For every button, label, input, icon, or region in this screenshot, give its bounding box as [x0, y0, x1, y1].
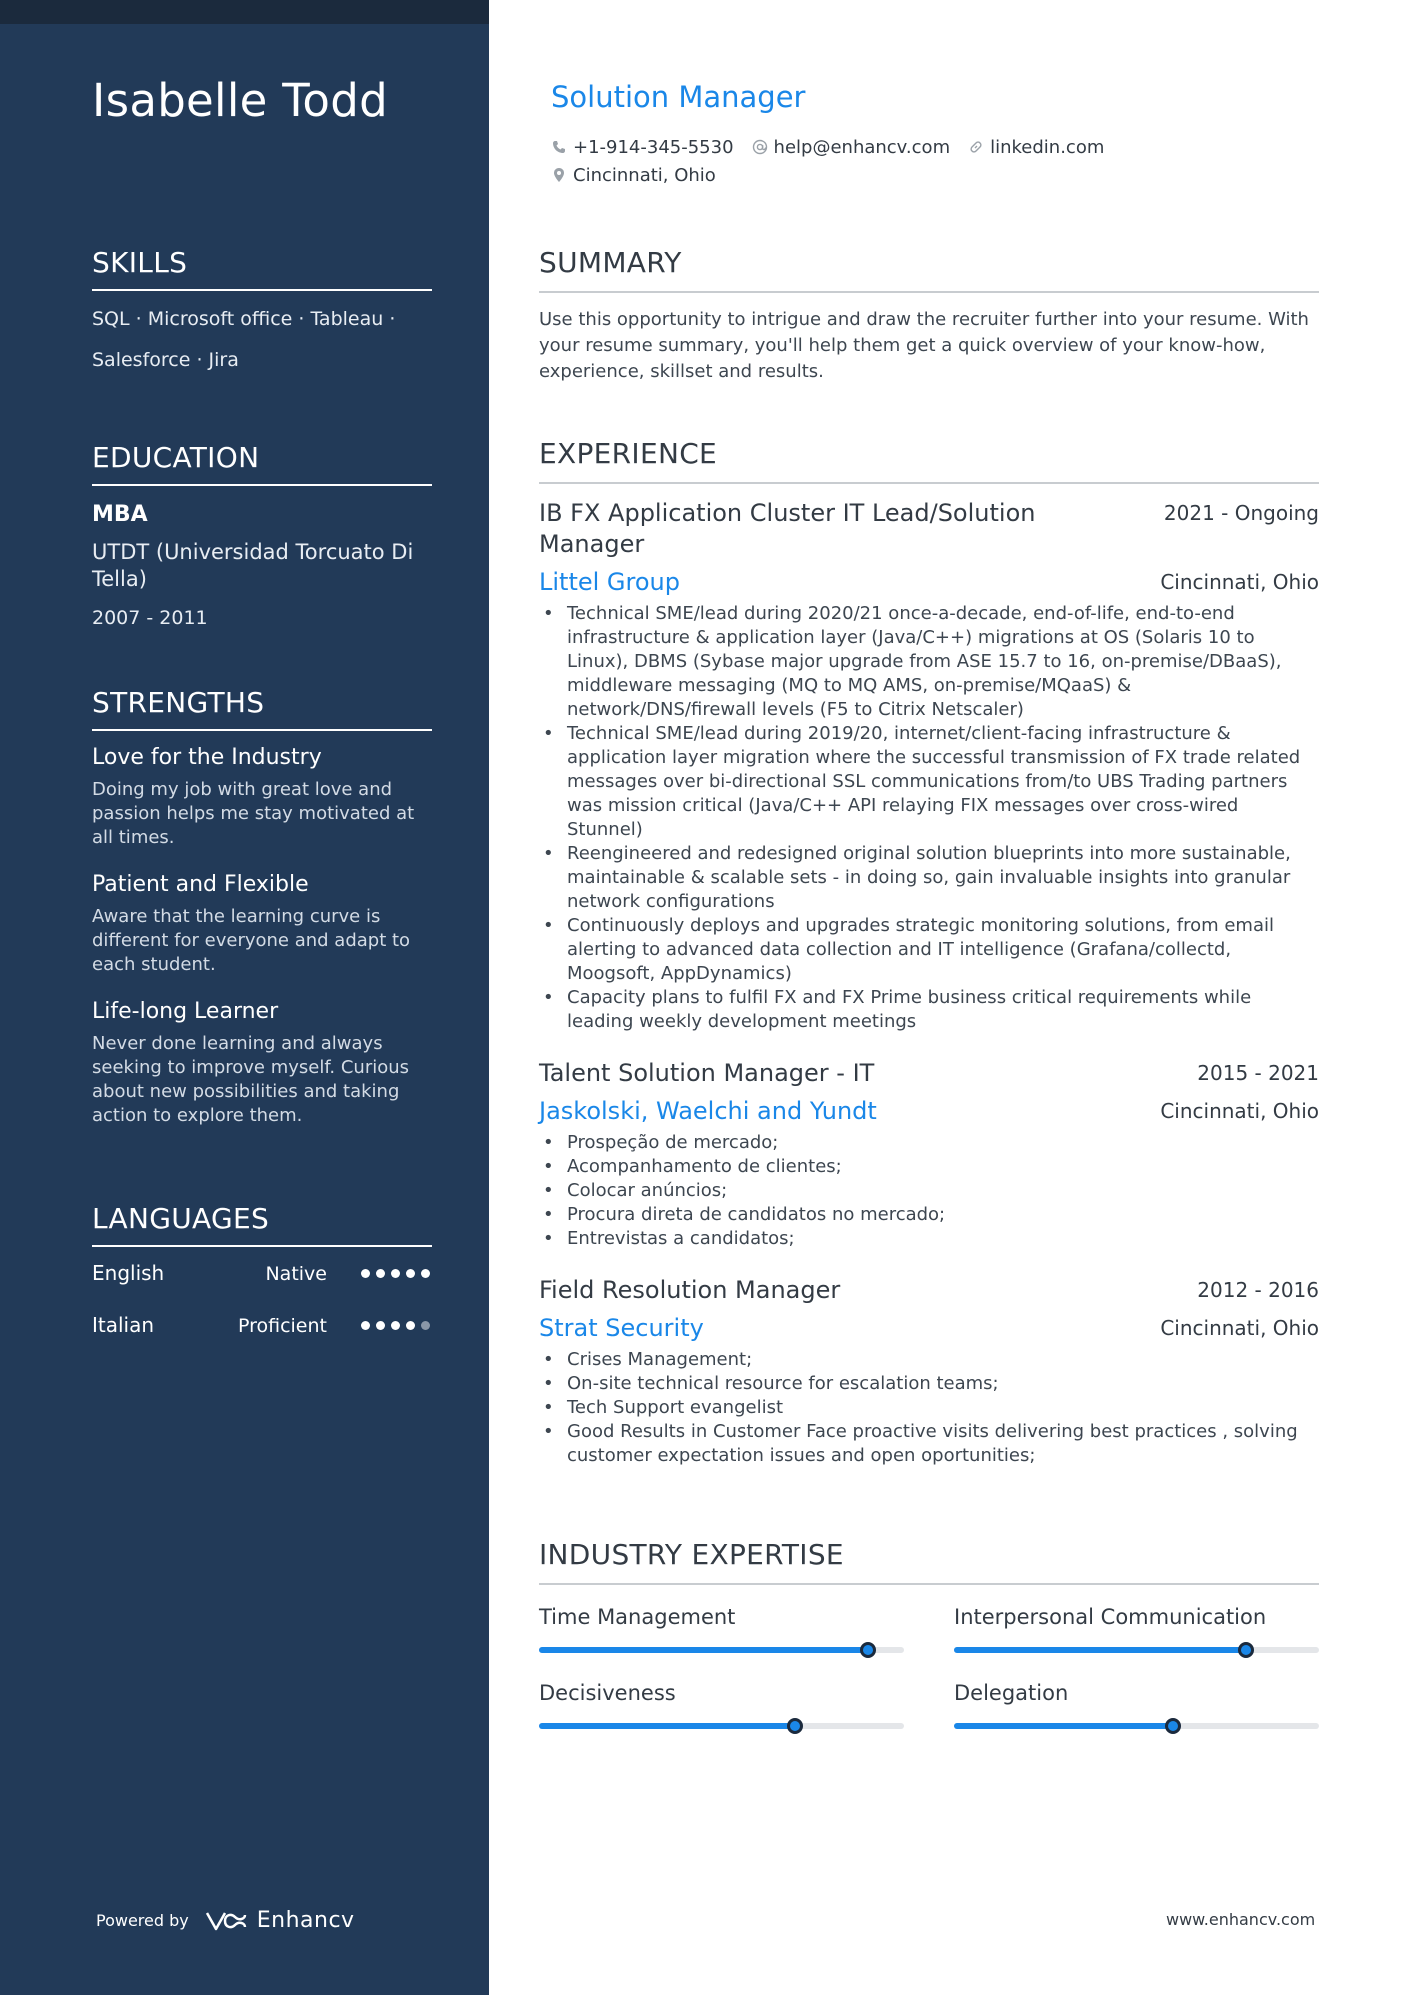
experience-entry: [539, 1275, 1319, 1468]
bullet-item: • Entrevistas a candidatos;: [539, 1227, 1319, 1251]
rating-dot-empty: [421, 1321, 430, 1330]
experience-company: Littel Group: [539, 568, 680, 596]
rating-dot-filled: [376, 1269, 385, 1278]
strength-item: [92, 745, 432, 850]
education-school: UTDT (Universidad Torcuato Di Tella): [92, 540, 414, 591]
rating-dot-filled: [421, 1269, 430, 1278]
contact-info: [551, 133, 1311, 189]
education-dates: 2007 - 2011: [92, 607, 208, 629]
expertise-bar: [954, 1647, 1319, 1653]
sidebar: [0, 0, 489, 1995]
strength-description: Doing my job with great love and passion helps me stay motivated at all times.: [92, 779, 415, 848]
rating-dot-filled: [376, 1321, 385, 1330]
experience-location: Cincinnati, Ohio: [1160, 570, 1319, 594]
expertise-bar: [539, 1647, 904, 1653]
bullet-item: • Tech Support evangelist: [539, 1396, 1319, 1420]
experience-entry: [539, 498, 1319, 1034]
expertise-bar-knob: [1165, 1718, 1181, 1734]
phone-icon: [551, 139, 567, 155]
bullet-item: • Procura direta de candidatos no mercado;: [539, 1203, 1319, 1227]
experience-bullets: [539, 1348, 1319, 1468]
strength-title: Life-long Learner: [92, 999, 279, 1024]
enhancv-logo-text: Enhancv: [256, 1908, 355, 1933]
summary-text: Use this opportunity to intrigue and draw the recruiter further into your resume. With your resume summary, you'll help them get a quick overview of your know-how, experience, skillset and results.: [539, 309, 1309, 382]
location-contact: [551, 165, 716, 186]
language-rating: [361, 1321, 430, 1330]
bullet-item: • On-site technical resource for escalation teams;: [539, 1372, 1319, 1396]
bullet-item: • Crises Management;: [539, 1348, 1319, 1372]
bullet-item: • Capacity plans to fulfil FX and FX Prime business critical requirements while leading weekly development meetings: [539, 986, 1319, 1034]
strength-item: [92, 872, 432, 977]
skills-section: [92, 246, 432, 381]
expertise-name: Time Management: [539, 1605, 736, 1629]
strength-title: Love for the Industry: [92, 745, 322, 770]
languages-heading: LANGUAGES: [92, 1202, 432, 1247]
strengths-section: [92, 686, 432, 1128]
experience-dates: 2012 - 2016: [1197, 1278, 1319, 1302]
bullet-item: • Acompanhamento de clientes;: [539, 1155, 1319, 1179]
education-degree: MBA: [92, 502, 148, 527]
language-level: Native: [265, 1263, 327, 1285]
location-pin-icon: [551, 167, 567, 183]
rating-dot-filled: [391, 1321, 400, 1330]
experience-entry: [539, 1058, 1319, 1251]
enhancv-logo-icon: [203, 1909, 249, 1933]
rating-dot-filled: [406, 1269, 415, 1278]
experience-role: IB FX Application Cluster IT Lead/Solution Manager: [539, 499, 1036, 558]
languages-section: [92, 1202, 432, 1351]
summary-section: [539, 246, 1319, 385]
experience-heading: EXPERIENCE: [539, 437, 1319, 484]
strengths-heading: STRENGTHS: [92, 686, 432, 731]
skills-line-2: Salesforce · Jira: [92, 349, 239, 371]
phone-text: +1-914-345-5530: [573, 136, 734, 158]
skills-line-1: SQL · Microsoft office · Tableau ·: [92, 308, 396, 330]
bullet-item: • Reengineered and redesigned original solution blueprints into more sustainable, maintainable & scalable sets - in doing so, gain invaluable insights into granular network configurations: [539, 842, 1319, 914]
strength-title: Patient and Flexible: [92, 872, 309, 897]
expertise-name: Interpersonal Communication: [954, 1605, 1267, 1629]
experience-company: Strat Security: [539, 1314, 704, 1342]
expertise-bar: [539, 1723, 904, 1729]
language-name: English: [92, 1261, 165, 1285]
bullet-item: • Colocar anúncios;: [539, 1179, 1319, 1203]
strength-description: Never done learning and always seeking to improve myself. Curious about new possibilities and taking action to explore them.: [92, 1033, 410, 1126]
language-rating: [361, 1269, 430, 1278]
language-row: [92, 1247, 432, 1299]
phone-contact[interactable]: [551, 137, 734, 158]
email-text: help@enhancv.com: [773, 136, 951, 158]
experience-location: Cincinnati, Ohio: [1160, 1099, 1319, 1123]
expertise-item: [539, 1605, 904, 1653]
expertise-bar-fill: [954, 1723, 1173, 1729]
expertise-bar: [954, 1723, 1319, 1729]
footer-website-link[interactable]: www.enhancv.com: [1166, 1910, 1316, 1929]
expertise-item: [954, 1681, 1319, 1729]
experience-bullets: [539, 1131, 1319, 1251]
location-text: Cincinnati, Ohio: [573, 164, 716, 186]
powered-by: [96, 1908, 355, 1933]
bullet-item: • Prospeção de mercado;: [539, 1131, 1319, 1155]
expertise-bar-fill: [954, 1647, 1246, 1653]
rating-dot-filled: [391, 1269, 400, 1278]
link-icon: [968, 139, 984, 155]
experience-section: [539, 437, 1319, 1468]
bullet-item: • Technical SME/lead during 2019/20, internet/client-facing infrastructure & application layer migration where the successful transmission of FX trade related messages over bi-directional SSL communications from/to UBS Trading partners was mission critical (Java/C++ API relaying FIX messages over cross-wired Stunnel): [539, 722, 1319, 842]
expertise-item: [539, 1681, 904, 1729]
linkedin-contact[interactable]: [968, 137, 1104, 158]
education-section: [92, 441, 432, 629]
industry-expertise-heading: INDUSTRY EXPERTISE: [539, 1538, 1319, 1585]
powered-by-label: Powered by: [96, 1911, 189, 1930]
experience-role: Talent Solution Manager - IT: [539, 1059, 875, 1087]
experience-role: Field Resolution Manager: [539, 1276, 841, 1304]
experience-location: Cincinnati, Ohio: [1160, 1316, 1319, 1340]
bullet-item: • Continuously deploys and upgrades strategic monitoring solutions, from email alerting to advanced data collection and IT intelligence (Grafana/collectd, Moogsoft, AppDynamics): [539, 914, 1319, 986]
expertise-bar-knob: [1238, 1642, 1254, 1658]
industry-expertise-section: [539, 1538, 1319, 1729]
at-icon: [752, 139, 768, 155]
bullet-item: • Technical SME/lead during 2020/21 once-a-decade, end-of-life, end-to-end infrastructure & application layer (Java/C++) migrations at OS (Solaris 10 to Linux), DBMS (Sybase major upgrade from ASE 15.7 to 16, on-premise/DBaaS), middleware messaging (MQ to MQ AMS, on-premise/MQaaS) & network/DNS/firewall levels (F5 to Citrix Netscaler): [539, 602, 1319, 722]
strength-description: Aware that the learning curve is different for everyone and adapt to each student.: [92, 906, 411, 975]
expertise-grid: [539, 1605, 1319, 1729]
rating-dot-filled: [406, 1321, 415, 1330]
experience-dates: 2015 - 2021: [1197, 1061, 1319, 1085]
language-row: [92, 1299, 432, 1351]
skills-heading: SKILLS: [92, 246, 432, 291]
expertise-name: Delegation: [954, 1681, 1069, 1705]
language-level: Proficient: [237, 1315, 327, 1337]
expertise-bar-knob: [787, 1718, 803, 1734]
job-title: Solution Manager: [551, 80, 806, 114]
linkedin-text: linkedin.com: [990, 136, 1105, 158]
summary-heading: SUMMARY: [539, 246, 1319, 293]
email-contact[interactable]: [752, 137, 951, 158]
education-heading: EDUCATION: [92, 441, 432, 486]
rating-dot-filled: [361, 1269, 370, 1278]
sidebar-top-bar: [0, 0, 489, 24]
expertise-bar-knob: [860, 1642, 876, 1658]
bullet-item: • Good Results in Customer Face proactive visits delivering best practices , solving customer expectation issues and open oportunities;: [539, 1420, 1319, 1468]
experience-bullets: [539, 602, 1319, 1034]
expertise-bar-fill: [539, 1723, 795, 1729]
experience-company: Jaskolski, Waelchi and Yundt: [539, 1097, 877, 1125]
expertise-bar-fill: [539, 1647, 868, 1653]
expertise-name: Decisiveness: [539, 1681, 676, 1705]
skills-list: [92, 299, 432, 381]
strength-item: [92, 999, 432, 1128]
candidate-name: Isabelle Todd: [92, 74, 388, 127]
expertise-item: [954, 1605, 1319, 1653]
language-name: Italian: [92, 1313, 155, 1337]
enhancv-logo[interactable]: [203, 1908, 355, 1933]
rating-dot-filled: [361, 1321, 370, 1330]
experience-dates: 2021 - Ongoing: [1163, 501, 1319, 525]
